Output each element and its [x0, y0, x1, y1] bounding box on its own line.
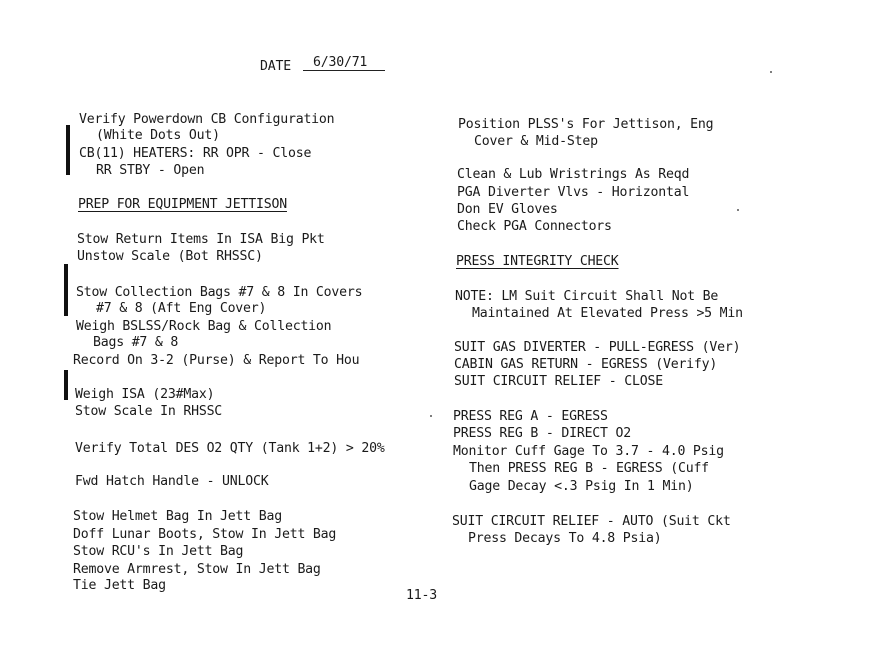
note-text: NOTE: LM Suit Circuit Shall Not Be	[455, 289, 719, 304]
step-text: Fwd Hatch Handle - UNLOCK	[75, 474, 269, 489]
step-text: Stow Collection Bags #7 & 8 In Covers	[76, 285, 363, 300]
step-text: Position PLSS's For Jettison, Eng	[458, 117, 714, 132]
date-value	[303, 54, 385, 71]
step-text: Press Decays To 4.8 Psia)	[468, 531, 662, 546]
step-text: Then PRESS REG B - EGRESS (Cuff	[469, 461, 709, 476]
scan-speck	[737, 209, 739, 211]
step-text: Stow Helmet Bag In Jett Bag	[73, 509, 282, 524]
step-text: Stow Return Items In ISA Big Pkt	[77, 232, 325, 247]
scan-speck	[770, 71, 772, 73]
section-heading-jettison: PREP FOR EQUIPMENT JETTISON	[78, 197, 287, 212]
step-text: Check PGA Connectors	[457, 219, 612, 234]
step-text: RR STBY - Open	[96, 163, 205, 178]
step-text: SUIT CIRCUIT RELIEF - CLOSE	[454, 374, 663, 389]
change-bar	[64, 370, 68, 400]
change-bar	[64, 264, 68, 316]
step-text: Remove Armrest, Stow In Jett Bag	[73, 562, 321, 577]
step-text: Weigh BSLSS/Rock Bag & Collection	[76, 319, 332, 334]
step-text: PRESS REG B - DIRECT O2	[453, 426, 632, 441]
page-number: 11-3	[406, 588, 437, 603]
step-text: PRESS REG A - EGRESS	[453, 409, 608, 424]
step-text: SUIT GAS DIVERTER - PULL-EGRESS (Ver)	[454, 340, 741, 355]
step-text: Stow RCU's In Jett Bag	[73, 544, 244, 559]
scan-speck	[430, 415, 432, 417]
step-text: Unstow Scale (Bot RHSSC)	[77, 249, 263, 264]
step-text: PGA Diverter Vlvs - Horizontal	[457, 185, 690, 200]
step-text: Stow Scale In RHSSC	[75, 404, 223, 419]
step-text: CABIN GAS RETURN - EGRESS (Verify)	[454, 357, 718, 372]
step-text: Tie Jett Bag	[73, 578, 166, 593]
step-text: Bags #7 & 8	[93, 335, 179, 350]
step-text: SUIT CIRCUIT RELIEF - AUTO (Suit Ckt	[452, 514, 731, 529]
step-text: Record On 3-2 (Purse) & Report To Hou	[73, 353, 360, 368]
step-text: Doff Lunar Boots, Stow In Jett Bag	[73, 527, 337, 542]
change-bar	[66, 125, 70, 175]
note-text: Maintained At Elevated Press >5 Min	[472, 306, 743, 321]
step-text: Gage Decay <.3 Psig In 1 Min)	[469, 479, 694, 494]
step-text: Weigh ISA (23#Max)	[75, 387, 215, 402]
step-text: Don EV Gloves	[457, 202, 558, 217]
step-text: Cover & Mid-Step	[474, 134, 598, 149]
date-label: DATE	[260, 59, 291, 74]
section-heading-press-integrity: PRESS INTEGRITY CHECK	[456, 254, 619, 269]
step-text: (White Dots Out)	[96, 128, 220, 143]
step-text: Clean & Lub Wristrings As Reqd	[457, 167, 690, 182]
step-text: Monitor Cuff Gage To 3.7 - 4.0 Psig	[453, 444, 724, 459]
step-text: Verify Powerdown CB Configuration	[79, 112, 335, 127]
date-text: 6/30/71	[303, 55, 385, 71]
step-text: Verify Total DES O2 QTY (Tank 1+2) > 20%	[75, 441, 385, 456]
step-text: CB(11) HEATERS: RR OPR - Close	[79, 146, 312, 161]
step-text: #7 & 8 (Aft Eng Cover)	[96, 301, 267, 316]
